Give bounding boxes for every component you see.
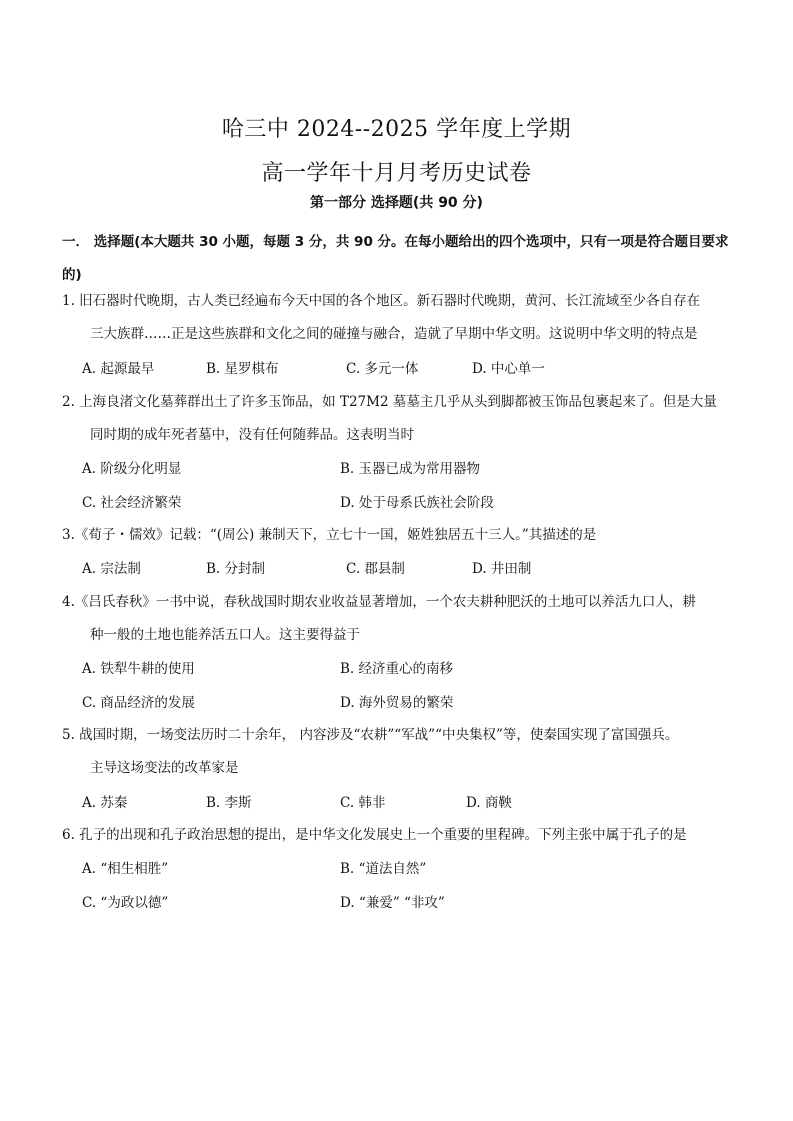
question-1-option-c[interactable]: C. 多元一体 [346,361,419,377]
question-3-option-c[interactable]: C. 郡县制 [346,561,405,577]
question-4-options [82,659,502,719]
question-6-option-a[interactable]: A. “相生相胜” [82,861,169,877]
question-5-stem-line1: 5. 战国时期，一场变法历时二十余年， 内容涉及“农耕”“军战”“中央集权”等，使秦国实现了富国强兵。 [62,727,679,743]
question-4-option-d[interactable]: D. 海外贸易的繁荣 [340,695,454,711]
question-1-stem-line1: 1. 旧石器时代晚期，古人类已经遍布今天中国的各个地区。新石器时代晚期，黄河、长江流域至少各自存在 [62,293,701,309]
question-3-option-a[interactable]: A. 宗法制 [82,561,141,577]
question-1-option-d[interactable]: D. 中心单一 [472,361,545,377]
question-6 [62,819,742,852]
question-2-stem-line2: 同时期的成年死者墓中，没有任何随葬品。这表明当时 [90,427,414,443]
question-4-option-a[interactable]: A. 铁犁牛耕的使用 [82,661,195,677]
question-2-stem-line1: 2. 上海良渚文化墓葬群出土了许多玉饰品，如 T27M2 墓墓主几乎从头到脚都被玉饰品包裹起来了。但是大量 [62,394,717,410]
question-5-option-d[interactable]: D. 商鞅 [466,795,512,811]
question-6-option-b[interactable]: B. “道法自然” [340,861,427,877]
question-2 [62,386,742,452]
question-4-stem-line2: 种一般的土地也能养活五口人。这主要得益于 [90,627,360,643]
question-3-stem-line1: 3.《荀子・儒效》记载：“(周公) 兼制天下，立七十一国，姬姓独居五十三人。”其描述的是 [62,527,597,543]
section-instructions: 一． 选择题(本大题共 30 小题，每题 3 分，共 90 分。在每小题给出的四个选项中，只有一项是符合题目要求的) [62,234,729,283]
question-4-stem-line1: 4.《吕氏春秋》一书中说，春秋战国时期农业收益显著增加，一个农夫耕种肥沃的土地可以养活九口人，耕 [62,594,696,610]
exam-title-line1: 哈三中 2024--2025 学年度上学期 [221,117,572,142]
question-5-stem-line2: 主导这场变法的改革家是 [90,760,239,776]
question-6-options [82,859,502,919]
question-2-options [82,459,502,519]
question-3-option-d[interactable]: D. 井田制 [472,561,532,577]
question-5-option-b[interactable]: B. 李斯 [206,795,252,811]
question-6-option-c[interactable]: C. “为政以德” [82,895,169,911]
question-2-option-c[interactable]: C. 社会经济繁荣 [82,495,182,511]
question-4 [62,586,742,652]
question-3 [62,519,742,552]
question-5-option-a[interactable]: A. 苏秦 [82,795,128,811]
question-1-option-a[interactable]: A. 起源最早 [82,361,155,377]
question-2-option-d[interactable]: D. 处于母系氏族社会阶段 [340,495,494,511]
question-4-option-b[interactable]: B. 经济重心的南移 [340,661,454,677]
question-6-stem-line1: 6. 孔子的出现和孔子政治思想的提出，是中华文化发展史上一个重要的里程碑。下列主张中属于孔子的是 [62,827,687,843]
question-4-option-c[interactable]: C. 商品经济的发展 [82,695,195,711]
question-2-option-a[interactable]: A. 阶级分化明显 [82,461,182,477]
question-5 [62,719,742,785]
question-1-option-b[interactable]: B. 星罗棋布 [206,361,279,377]
question-1 [62,285,742,351]
question-2-option-b[interactable]: B. 玉器已成为常用器物 [340,461,481,477]
question-3-option-b[interactable]: B. 分封制 [206,561,266,577]
question-1-stem-line2: 三大族群……正是这些族群和文化之间的碰撞与融合，造就了早期中华文明。这说明中华文明的特点是 [90,326,698,342]
question-6-option-d[interactable]: D. “兼爱” “非攻” [340,895,445,911]
part-title: 第一部分 选择题(共 90 分) [310,195,483,211]
exam-title-line2: 高一学年十月月考历史试卷 [261,161,532,186]
question-5-option-c[interactable]: C. 韩非 [340,795,386,811]
